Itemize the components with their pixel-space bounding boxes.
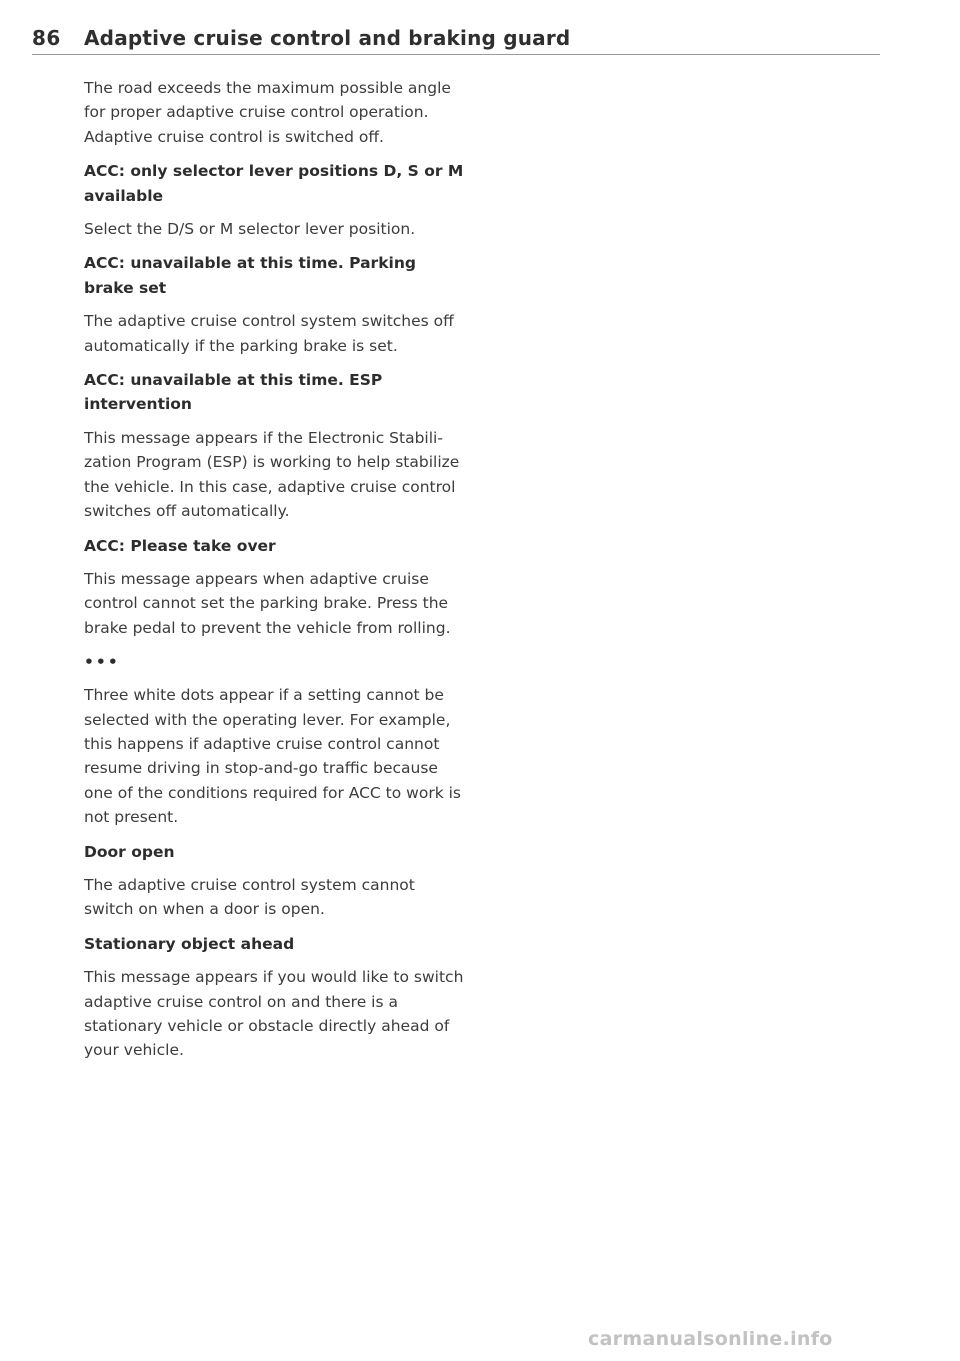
page-header (32, 26, 880, 55)
body-paragraph: Three white dots appear if a setting cannot be selected with the operating lever. For example, this happens if adaptive cruise control cannot resume driving in stop-and-go traffic because one of the conditions required for ACC to work is not present. (84, 686, 461, 827)
message-heading: ACC: only selector lever positions D, S or M available (84, 162, 464, 205)
section-title: Adaptive cruise control and braking guard (84, 26, 571, 50)
body-paragraph: This message appears when adaptive cruise control cannot set the parking brake. Press the brake pedal to prevent the vehicle from rolling. (84, 569, 451, 637)
body-paragraph: Select the D/S or M selector lever position. (84, 220, 416, 239)
watermark: carmanualsonline.info (588, 1328, 833, 1350)
body-paragraph: The adaptive cruise control system cannot switch on when a door is open. (84, 875, 415, 919)
three-dots-symbol: ••• (84, 653, 120, 672)
message-heading: ACC: Please take over (84, 536, 276, 555)
body-paragraph: This message appears if you would like to switch adaptive cruise control on and there is a stationary vehicle or obstacle directly ahead of your vehicle. (84, 968, 464, 1060)
body-paragraph: The adaptive cruise control system switches off automatically if the parking brake is set. (84, 312, 454, 355)
message-heading: ACC: unavailable at this time. Parking brake set (84, 254, 416, 297)
message-heading: ACC: unavailable at this time. ESP intervention (84, 371, 383, 414)
body-paragraph: This message appears if the Electronic Stabilization Program (ESP) is working to help stabilize the vehicle. In this case, adaptive cruise control switches off automatically. (84, 428, 460, 521)
main-content (84, 76, 464, 1073)
body-paragraph: The road exceeds the maximum possible angle for proper adaptive cruise control operation. Adaptive cruise control is switched off. (84, 79, 451, 146)
message-heading: Stationary object ahead (84, 934, 295, 953)
page-number: 86 (32, 26, 61, 50)
message-heading: Door open (84, 842, 175, 861)
